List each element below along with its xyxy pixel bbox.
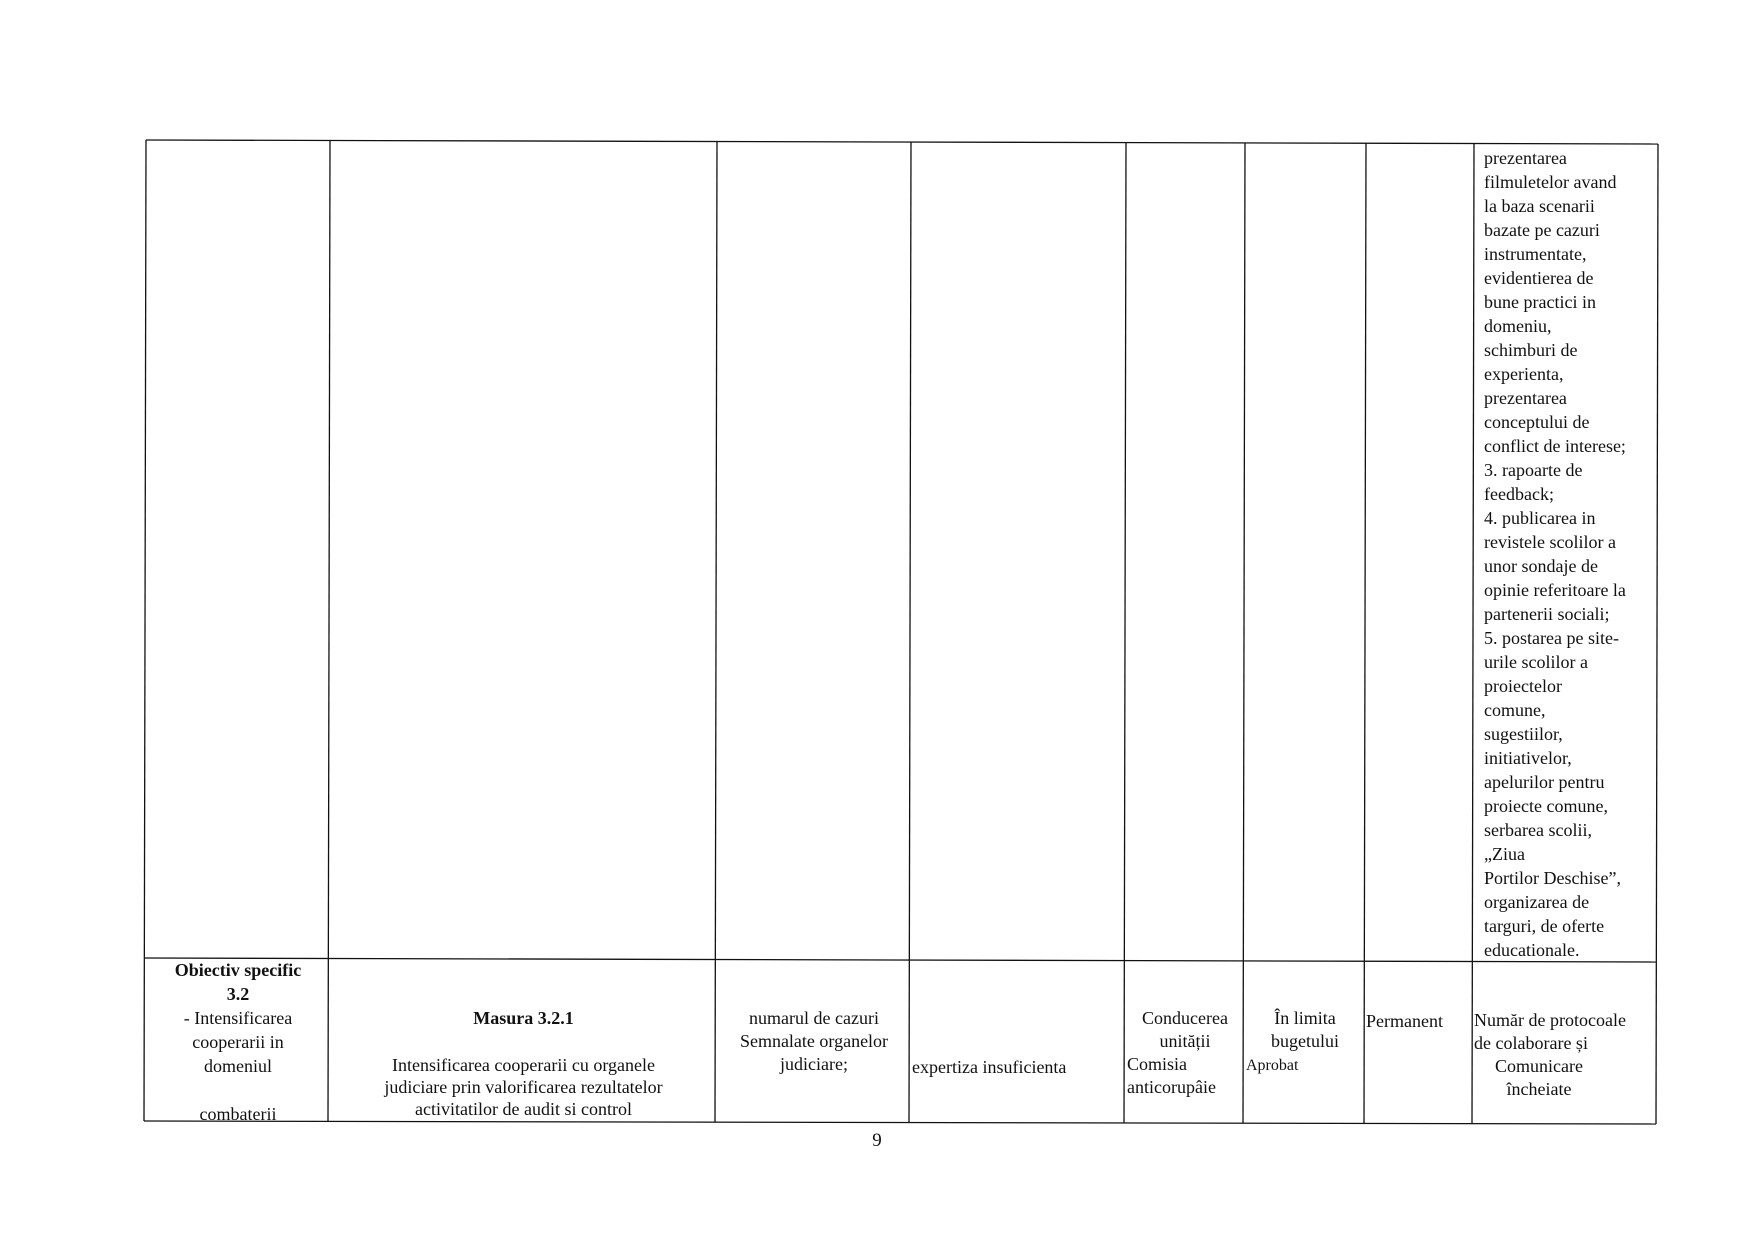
- evaluation-2: Comunicare încheiate: [1495, 1056, 1583, 1099]
- responsible-1: Conducerea unității: [1142, 1008, 1228, 1051]
- deadline: Permanent: [1366, 1011, 1443, 1031]
- measure-title: Masura 3.2.1: [473, 1008, 574, 1028]
- objective-title: Obiectiv specific 3.2: [174, 960, 302, 1004]
- performance-indicator: numarul de cazuri Semnalate organelor judiciare;: [739, 1008, 889, 1074]
- page-number: 9: [872, 1130, 882, 1151]
- measure-text: Intensificarea cooperarii cu organele judiciare prin valorificarea rezultatelor activitatilor de audit si control: [384, 1055, 663, 1119]
- responsible-2: Comisia anticorupâie: [1127, 1054, 1216, 1097]
- resources-2: Aprobat: [1246, 1057, 1299, 1074]
- evaluation-1: Număr de protocoale de colaborare și: [1474, 1010, 1626, 1053]
- resources-1: În limita bugetului: [1271, 1008, 1339, 1051]
- activity-description: prezentarea filmuletelor avand la baza scenarii bazate pe cazuri instrumentate, evidentierea de bune practici in domeniu, schimburi de experienta, prezentarea conceptului de conflict de interese; 3. rapoarte de feedback; 4. publicarea in revistele scolilor a unor sondaje de opinie referitoare la partenerii sociali; 5. postarea pe site- urile scolilor a proiectelor comune, sugestiilor, initiativelor, apelurilor pentru proiecte comune, serbarea scolii, „Ziua Portilor Deschise”, organizarea de targuri, de oferte educationale.: [1484, 148, 1626, 960]
- risk: expertiza insuficienta: [912, 1057, 1067, 1077]
- objective-text: - Intensificarea cooperarii in domeniul combaterii: [183, 1008, 293, 1124]
